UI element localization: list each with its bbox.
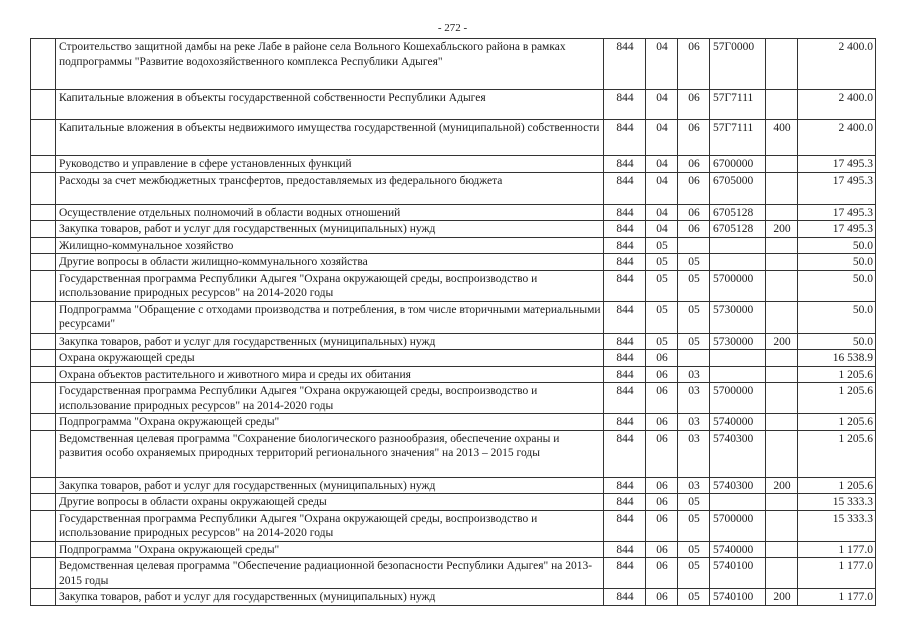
item-name-cell: Закупка товаров, работ и услуг для государственных (муниципальных) нужд — [56, 477, 604, 494]
target-article-cell: 5740100 — [710, 589, 766, 606]
row-number-cell — [31, 333, 56, 350]
section-code-cell: 05 — [646, 237, 678, 254]
table-row — [31, 90, 876, 120]
target-article-cell: 6705128 — [710, 221, 766, 238]
section-code-cell: 04 — [646, 172, 678, 204]
amount-cell: 1 177.0 — [798, 541, 876, 558]
section-code-cell: 06 — [646, 541, 678, 558]
amount-cell: 1 177.0 — [798, 558, 876, 589]
amount-cell: 15 333.3 — [798, 510, 876, 541]
department-code-cell: 844 — [604, 90, 646, 120]
subsection-code-cell: 03 — [678, 366, 710, 383]
target-article-cell: 5740300 — [710, 430, 766, 477]
subsection-code-cell: 06 — [678, 156, 710, 173]
subsection-code-cell: 05 — [678, 333, 710, 350]
table-row — [31, 350, 876, 367]
table-row — [31, 414, 876, 431]
subsection-code-cell: 05 — [678, 589, 710, 606]
amount-cell: 50.0 — [798, 301, 876, 333]
expense-type-cell — [766, 430, 798, 477]
item-name-cell: Закупка товаров, работ и услуг для государственных (муниципальных) нужд — [56, 589, 604, 606]
row-number-cell — [31, 301, 56, 333]
row-number-cell — [31, 430, 56, 477]
table-row — [31, 120, 876, 156]
table-row — [31, 221, 876, 238]
amount-cell: 17 495.3 — [798, 221, 876, 238]
table-row — [31, 39, 876, 90]
expense-type-cell — [766, 270, 798, 301]
subsection-code-cell — [678, 350, 710, 367]
item-name-cell: Капитальные вложения в объекты государственной собственности Республики Адыгея — [56, 90, 604, 120]
row-number-cell — [31, 558, 56, 589]
row-number-cell — [31, 172, 56, 204]
amount-cell: 16 538.9 — [798, 350, 876, 367]
section-code-cell: 06 — [646, 414, 678, 431]
target-article-cell: 5730000 — [710, 301, 766, 333]
department-code-cell: 844 — [604, 301, 646, 333]
amount-cell: 50.0 — [798, 237, 876, 254]
expense-type-cell — [766, 172, 798, 204]
target-article-cell: 57Г7111 — [710, 120, 766, 156]
subsection-code-cell: 06 — [678, 172, 710, 204]
section-code-cell: 06 — [646, 350, 678, 367]
section-code-cell: 04 — [646, 204, 678, 221]
section-code-cell: 05 — [646, 333, 678, 350]
row-number-cell — [31, 39, 56, 90]
expense-type-cell — [766, 510, 798, 541]
expense-type-cell — [766, 204, 798, 221]
expense-type-cell — [766, 414, 798, 431]
target-article-cell: 5740100 — [710, 558, 766, 589]
subsection-code-cell — [678, 237, 710, 254]
item-name-cell: Охрана окружающей среды — [56, 350, 604, 367]
expense-type-cell — [766, 494, 798, 511]
row-number-cell — [31, 477, 56, 494]
section-code-cell: 05 — [646, 301, 678, 333]
table-row — [31, 270, 876, 301]
subsection-code-cell: 03 — [678, 414, 710, 431]
section-code-cell: 06 — [646, 494, 678, 511]
amount-cell: 50.0 — [798, 333, 876, 350]
item-name-cell: Государственная программа Республики Адыгея "Охрана окружающей среды, воспроизводство и использование природных ресурсов" на 2014-2020 годы — [56, 510, 604, 541]
amount-cell: 2 400.0 — [798, 39, 876, 90]
amount-cell: 2 400.0 — [798, 90, 876, 120]
department-code-cell: 844 — [604, 237, 646, 254]
amount-cell: 2 400.0 — [798, 120, 876, 156]
subsection-code-cell: 03 — [678, 383, 710, 414]
expense-type-cell: 200 — [766, 221, 798, 238]
expense-type-cell — [766, 383, 798, 414]
target-article-cell — [710, 350, 766, 367]
row-number-cell — [31, 510, 56, 541]
target-article-cell: 5700000 — [710, 270, 766, 301]
target-article-cell: 6705000 — [710, 172, 766, 204]
table-row — [31, 477, 876, 494]
page-number: - 272 - — [437, 22, 468, 34]
expense-type-cell — [766, 237, 798, 254]
department-code-cell: 844 — [604, 172, 646, 204]
section-code-cell: 06 — [646, 430, 678, 477]
item-name-cell: Государственная программа Республики Адыгея "Охрана окружающей среды, воспроизводство и использование природных ресурсов" на 2014-2020 годы — [56, 270, 604, 301]
subsection-code-cell: 05 — [678, 301, 710, 333]
department-code-cell: 844 — [604, 430, 646, 477]
subsection-code-cell: 06 — [678, 221, 710, 238]
item-name-cell: Ведомственная целевая программа "Сохранение биологического разнообразия, обеспечение охраны и развития особо охраняемых природных территорий регионального значения" на 2013 – 2015 годы — [56, 430, 604, 477]
table-row — [31, 383, 876, 414]
expense-type-cell — [766, 254, 798, 271]
amount-cell: 17 495.3 — [798, 156, 876, 173]
section-code-cell: 04 — [646, 39, 678, 90]
subsection-code-cell: 06 — [678, 204, 710, 221]
row-number-cell — [31, 204, 56, 221]
target-article-cell: 5730000 — [710, 333, 766, 350]
amount-cell: 1 177.0 — [798, 589, 876, 606]
item-name-cell: Подпрограмма "Охрана окружающей среды" — [56, 414, 604, 431]
expense-type-cell — [766, 90, 798, 120]
row-number-cell — [31, 221, 56, 238]
row-number-cell — [31, 156, 56, 173]
row-number-cell — [31, 120, 56, 156]
table-row — [31, 172, 876, 204]
item-name-cell: Осуществление отдельных полномочий в области водных отношений — [56, 204, 604, 221]
section-code-cell: 06 — [646, 477, 678, 494]
department-code-cell: 844 — [604, 541, 646, 558]
item-name-cell: Строительство защитной дамбы на реке Лабе в районе села Вольного Кошехабльского района в рамках подпрограммы "Развитие водохозяйственного комплекса Республики Адыгея" — [56, 39, 604, 90]
subsection-code-cell: 05 — [678, 541, 710, 558]
table-row — [31, 558, 876, 589]
expense-type-cell: 200 — [766, 589, 798, 606]
item-name-cell: Ведомственная целевая программа "Обеспечение радиационной безопасности Республики Адыгея" на 2013-2015 годы — [56, 558, 604, 589]
row-number-cell — [31, 237, 56, 254]
department-code-cell: 844 — [604, 510, 646, 541]
amount-cell: 50.0 — [798, 254, 876, 271]
amount-cell: 15 333.3 — [798, 494, 876, 511]
amount-cell: 1 205.6 — [798, 366, 876, 383]
row-number-cell — [31, 350, 56, 367]
department-code-cell: 844 — [604, 221, 646, 238]
item-name-cell: Государственная программа Республики Адыгея "Охрана окружающей среды, воспроизводство и использование природных ресурсов" на 2014-2020 годы — [56, 383, 604, 414]
target-article-cell: 6700000 — [710, 156, 766, 173]
department-code-cell: 844 — [604, 333, 646, 350]
table-row — [31, 510, 876, 541]
department-code-cell: 844 — [604, 494, 646, 511]
expense-type-cell: 200 — [766, 333, 798, 350]
department-code-cell: 844 — [604, 120, 646, 156]
target-article-cell: 5700000 — [710, 510, 766, 541]
department-code-cell: 844 — [604, 558, 646, 589]
target-article-cell — [710, 366, 766, 383]
target-article-cell: 5700000 — [710, 383, 766, 414]
subsection-code-cell: 03 — [678, 430, 710, 477]
subsection-code-cell: 05 — [678, 270, 710, 301]
section-code-cell: 04 — [646, 120, 678, 156]
row-number-cell — [31, 254, 56, 271]
row-number-cell — [31, 383, 56, 414]
table-row — [31, 589, 876, 606]
table-row — [31, 430, 876, 477]
row-number-cell — [31, 541, 56, 558]
target-article-cell: 5740300 — [710, 477, 766, 494]
item-name-cell: Капитальные вложения в объекты недвижимого имущества государственной (муниципальной) собственности — [56, 120, 604, 156]
item-name-cell: Закупка товаров, работ и услуг для государственных (муниципальных) нужд — [56, 333, 604, 350]
subsection-code-cell: 05 — [678, 494, 710, 511]
amount-cell: 1 205.6 — [798, 383, 876, 414]
table-row — [31, 237, 876, 254]
amount-cell: 1 205.6 — [798, 477, 876, 494]
expense-type-cell — [766, 541, 798, 558]
section-code-cell: 06 — [646, 366, 678, 383]
target-article-cell: 6705128 — [710, 204, 766, 221]
expense-type-cell — [766, 366, 798, 383]
row-number-cell — [31, 270, 56, 301]
expense-type-cell — [766, 350, 798, 367]
section-code-cell: 04 — [646, 156, 678, 173]
item-name-cell: Жилищно-коммунальное хозяйство — [56, 237, 604, 254]
expense-type-cell: 400 — [766, 120, 798, 156]
expense-type-cell — [766, 301, 798, 333]
section-code-cell: 06 — [646, 558, 678, 589]
expense-type-cell — [766, 558, 798, 589]
department-code-cell: 844 — [604, 204, 646, 221]
subsection-code-cell: 06 — [678, 39, 710, 90]
target-article-cell: 5740000 — [710, 541, 766, 558]
item-name-cell: Закупка товаров, работ и услуг для государственных (муниципальных) нужд — [56, 221, 604, 238]
target-article-cell — [710, 494, 766, 511]
section-code-cell: 06 — [646, 383, 678, 414]
row-number-cell — [31, 366, 56, 383]
section-code-cell: 06 — [646, 589, 678, 606]
department-code-cell: 844 — [604, 156, 646, 173]
row-number-cell — [31, 414, 56, 431]
section-code-cell: 04 — [646, 221, 678, 238]
item-name-cell: Другие вопросы в области жилищно-коммунального хозяйства — [56, 254, 604, 271]
row-number-cell — [31, 589, 56, 606]
table-row — [31, 333, 876, 350]
subsection-code-cell: 05 — [678, 254, 710, 271]
table-row — [31, 156, 876, 173]
expense-type-cell: 200 — [766, 477, 798, 494]
subsection-code-cell: 06 — [678, 90, 710, 120]
department-code-cell: 844 — [604, 414, 646, 431]
table-row — [31, 494, 876, 511]
amount-cell: 17 495.3 — [798, 172, 876, 204]
item-name-cell: Другие вопросы в области охраны окружающей среды — [56, 494, 604, 511]
expense-type-cell — [766, 39, 798, 90]
amount-cell: 17 495.3 — [798, 204, 876, 221]
table-row — [31, 541, 876, 558]
subsection-code-cell: 06 — [678, 120, 710, 156]
table-body — [31, 39, 876, 606]
item-name-cell: Подпрограмма "Охрана окружающей среды" — [56, 541, 604, 558]
department-code-cell: 844 — [604, 366, 646, 383]
expense-type-cell — [766, 156, 798, 173]
department-code-cell: 844 — [604, 270, 646, 301]
table-row — [31, 366, 876, 383]
subsection-code-cell: 05 — [678, 558, 710, 589]
row-number-cell — [31, 494, 56, 511]
amount-cell: 1 205.6 — [798, 430, 876, 477]
item-name-cell: Расходы за счет межбюджетных трансфертов, предоставляемых из федерального бюджета — [56, 172, 604, 204]
section-code-cell: 05 — [646, 270, 678, 301]
department-code-cell: 844 — [604, 589, 646, 606]
budget-table — [30, 38, 876, 606]
department-code-cell: 844 — [604, 477, 646, 494]
target-article-cell — [710, 237, 766, 254]
amount-cell: 50.0 — [798, 270, 876, 301]
section-code-cell: 06 — [646, 510, 678, 541]
item-name-cell: Руководство и управление в сфере установленных функций — [56, 156, 604, 173]
department-code-cell: 844 — [604, 39, 646, 90]
table-row — [31, 254, 876, 271]
target-article-cell: 5740000 — [710, 414, 766, 431]
section-code-cell: 04 — [646, 90, 678, 120]
subsection-code-cell: 05 — [678, 510, 710, 541]
item-name-cell: Подпрограмма "Обращение с отходами производства и потребления, в том числе вторичными материальными ресурсами" — [56, 301, 604, 333]
table-row — [31, 204, 876, 221]
target-article-cell: 57Г7111 — [710, 90, 766, 120]
item-name-cell: Охрана объектов растительного и животного мира и среды их обитания — [56, 366, 604, 383]
section-code-cell: 05 — [646, 254, 678, 271]
department-code-cell: 844 — [604, 383, 646, 414]
department-code-cell: 844 — [604, 350, 646, 367]
target-article-cell: 57Г0000 — [710, 39, 766, 90]
row-number-cell — [31, 90, 56, 120]
target-article-cell — [710, 254, 766, 271]
table-row — [31, 301, 876, 333]
department-code-cell: 844 — [604, 254, 646, 271]
subsection-code-cell: 03 — [678, 477, 710, 494]
amount-cell: 1 205.6 — [798, 414, 876, 431]
